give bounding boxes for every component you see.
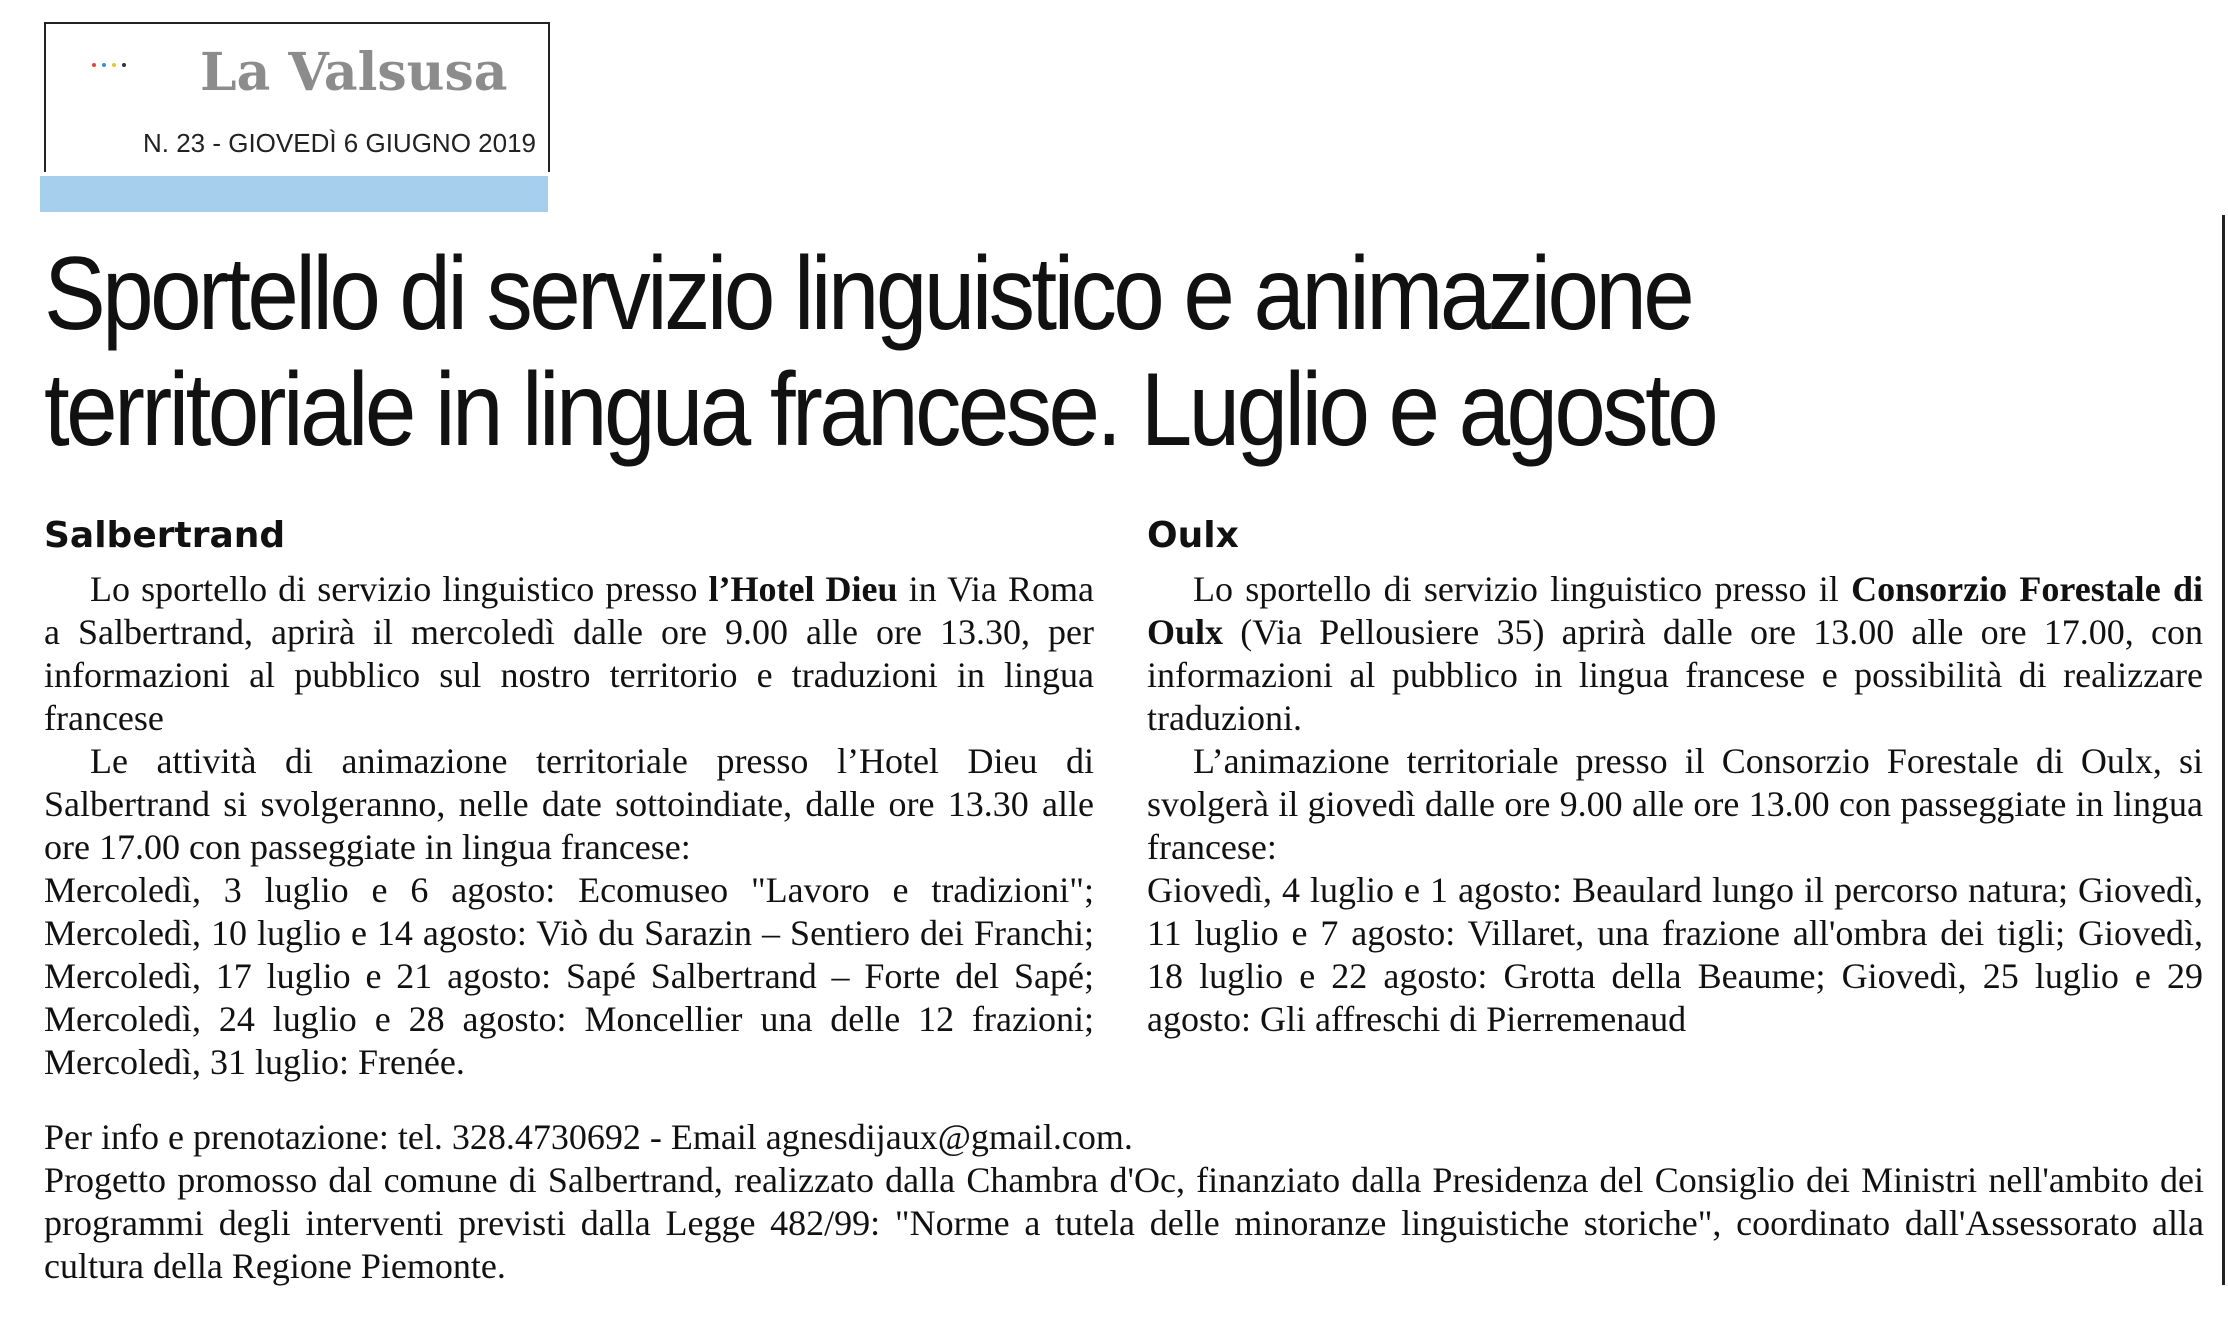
headline-line-1: Sportello di servizio linguistico e animazione bbox=[44, 236, 1692, 352]
text-run: (Via Pellousiere 35) aprirà dalle ore 13.00 alle ore 17.00, con informazioni al pubblico in lingua francese e possibilità di realizzare traduzioni. bbox=[1147, 612, 2203, 738]
paragraph-oulx-activities: L’animazione territoriale presso il Consorzio Forestale di Oulx, si svolgerà il giovedì dalle ore 9.00 alle ore 13.00 con passeggiate in lingua francese: bbox=[1147, 741, 2203, 867]
column-salbertrand bbox=[44, 512, 1094, 1084]
article-footer bbox=[44, 1116, 2204, 1288]
venue-name: Consorzio Forestale di Oulx bbox=[1147, 569, 2203, 652]
venue-name: l’Hotel Dieu bbox=[708, 569, 898, 609]
masthead-color-bar bbox=[40, 176, 548, 212]
section-heading-oulx: Oulx bbox=[1147, 515, 1239, 556]
logo-dots-icon bbox=[92, 58, 132, 69]
project-credits: Progetto promosso dal comune di Salbertrand, realizzato dalla Chambra d'Oc, finanziato dalla Presidenza del Consiglio dei Ministri nell'ambito dei programmi degli interventi previsti dalla Legge 482/99: "Norme a tutela delle minoranze linguistiche storiche", coordinato dall'Assessorato alla cultura della Regione Piemonte. bbox=[44, 1160, 2204, 1286]
article-headline bbox=[44, 236, 1966, 468]
headline-line-2: territoriale in lingua francese. Luglio e agosto bbox=[44, 352, 1716, 468]
paragraph-oulx-schedule: Giovedì, 4 luglio e 1 agosto: Beaulard lungo il percorso natura; Giovedì, 11 luglio e 7 agosto: Villaret, una frazione all'ombra dei tigli; Giovedì, 18 luglio e 22 agosto: Grotta della Beaume; Giovedì, 25 luglio e 29 agosto: Gli affreschi di Pierremenaud bbox=[1147, 870, 2203, 1039]
newspaper-name: La Valsusa bbox=[200, 42, 508, 103]
text-run: in Via Roma a Salbertrand, aprirà il mercoledì dalle ore 9.00 alle ore 13.30, per informazioni al pubblico sul nostro territorio e traduzioni in lingua francese bbox=[44, 569, 1094, 738]
text-run: Lo sportello di servizio linguistico presso il bbox=[1193, 569, 1852, 609]
paragraph-salbertrand-desk bbox=[44, 568, 1094, 740]
paragraph-salbertrand-schedule: Mercoledì, 3 luglio e 6 agosto: Ecomuseo "Lavoro e tradizioni"; Mercoledì, 10 luglio e 14 agosto: Viò du Sarazin – Sentiero dei Franchi; Mercoledì, 17 luglio e 21 agosto: Sapé Salbertrand – Forte del Sapé; Mercoledì, 24 luglio e 28 agosto: Moncellier una delle 12 frazioni; Mercoledì, 31 luglio: Frenée. bbox=[44, 870, 1094, 1082]
section-heading-salbertrand: Salbertrand bbox=[44, 515, 286, 556]
paragraph-salbertrand-activities: Le attività di animazione territoriale presso l’Hotel Dieu di Salbertrand si svolgeranno, nelle date sottoindiate, dalle ore 13.30 alle ore 17.00 con passeggiate in lingua francese: bbox=[44, 741, 1094, 867]
column-oulx bbox=[1147, 512, 2203, 1041]
paragraph-oulx-desk bbox=[1147, 568, 2203, 740]
text-run: Lo sportello di servizio linguistico presso bbox=[90, 569, 709, 609]
column-rule bbox=[2222, 215, 2225, 1285]
issue-date: N. 23 - GIOVEDÌ 6 GIUGNO 2019 bbox=[142, 128, 536, 158]
newspaper-masthead bbox=[44, 22, 550, 172]
contact-info: Per info e prenotazione: tel. 328.4730692 - Email agnesdijaux@gmail.com. bbox=[44, 1117, 1133, 1157]
